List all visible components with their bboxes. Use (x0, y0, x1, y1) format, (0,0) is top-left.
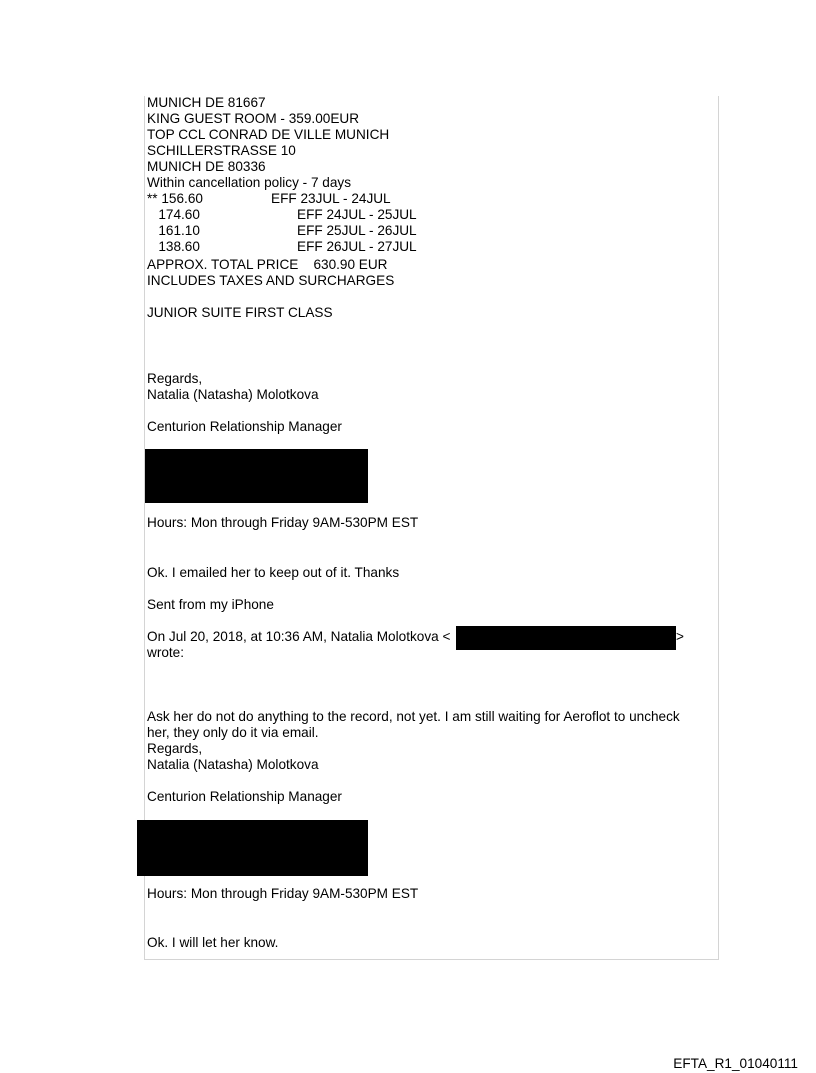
hotel-city-line: MUNICH DE 80336 (147, 159, 266, 174)
room-type-line: KING GUEST ROOM - 359.00EUR (147, 111, 360, 126)
signature-hours: Hours: Mon through Friday 9AM-530PM EST (147, 886, 419, 901)
signature-name: Natalia (Natasha) Molotkova (147, 757, 319, 772)
reply-message: Ok. I emailed her to keep out of it. Thanks (147, 565, 400, 580)
hotel-name-line: TOP CCL CONRAD DE VILLE MUNICH (147, 127, 390, 142)
rate-row (147, 223, 417, 239)
total-price-line: APPROX. TOTAL PRICE 630.90 EUR (147, 257, 388, 272)
redaction-block (456, 626, 676, 650)
signature-name: Natalia (Natasha) Molotkova (147, 387, 319, 402)
hotel-street-line: SCHILLERSTRASSE 10 (147, 143, 296, 158)
message-line: her, they only do it via email. (147, 725, 319, 740)
signature-regards: Regards, (147, 741, 203, 756)
rate-row (147, 191, 391, 207)
rate-effective-dates: EFF 26JUL - 27JUL (297, 239, 417, 254)
document-id: EFTA_R1_01040111 (673, 1056, 798, 1071)
reply-message: Ok. I will let her know. (147, 935, 279, 950)
rate-row (147, 239, 417, 255)
rate-amount: 174.60 (147, 207, 200, 222)
signature-hours: Hours: Mon through Friday 9AM-530PM EST (147, 515, 419, 530)
rate-amount: 138.60 (147, 239, 200, 254)
rate-effective-dates: EFF 25JUL - 26JUL (297, 223, 417, 238)
cancellation-policy-line: Within cancellation policy - 7 days (147, 175, 351, 190)
quote-header-wrote: wrote: (147, 645, 185, 660)
rate-effective-dates: EFF 24JUL - 25JUL (297, 207, 417, 222)
rate-effective-dates: EFF 23JUL - 24JUL (271, 191, 391, 206)
suite-line: JUNIOR SUITE FIRST CLASS (147, 305, 333, 320)
message-line: Ask her do not do anything to the record, not yet. I am still waiting for Aeroflot to uncheck (147, 709, 680, 724)
rate-amount: ** 156.60 (147, 191, 203, 206)
rate-amount: 161.10 (147, 223, 200, 238)
signature-regards: Regards, (147, 371, 203, 386)
quote-header-prefix: On Jul 20, 2018, at 10:36 AM, Natalia Molotkova < (147, 629, 451, 644)
redaction-block (137, 820, 368, 876)
quote-header-suffix: > (676, 629, 684, 644)
redaction-block (145, 449, 368, 503)
taxes-line: INCLUDES TAXES AND SURCHARGES (147, 273, 395, 288)
signature-title: Centurion Relationship Manager (147, 419, 342, 434)
hotel-address-line: MUNICH DE 81667 (147, 95, 266, 110)
sent-from-line: Sent from my iPhone (147, 597, 274, 612)
rate-row (147, 207, 417, 223)
signature-title: Centurion Relationship Manager (147, 789, 342, 804)
quote-header (147, 629, 450, 645)
